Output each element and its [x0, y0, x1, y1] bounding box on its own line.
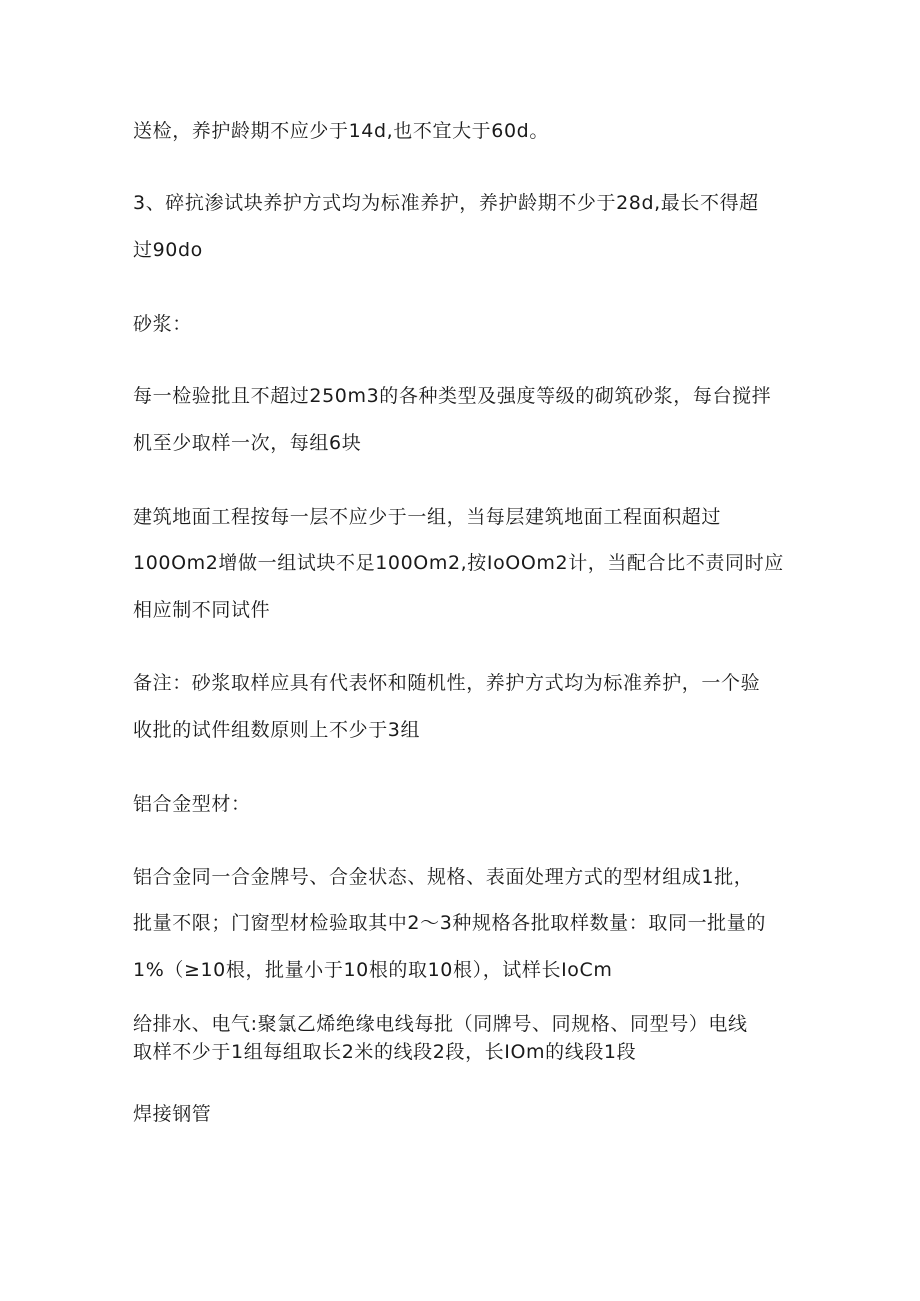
text-line: 送检，养护龄期不应少于14d,也不宜大于60d。	[133, 120, 549, 142]
text-line: 相应制不同试件	[133, 599, 271, 621]
section-heading: 焊接钢管	[133, 1103, 212, 1125]
text-line: 机至少取样一次，每组6块	[133, 432, 362, 454]
section-heading: 铝合金型材：	[133, 793, 251, 815]
text-line: 1%（≥10根，批量小于10根的取10根），试样长IoCm	[133, 959, 613, 981]
text-line: 取样不少于1组每组取长2米的线段2段，长IOm的线段1段	[133, 1041, 637, 1063]
text-line: 备注：砂浆取样应具有代表怀和随机性，养护方式均为标准养护，一个验	[133, 672, 761, 694]
text-line: 每一检验批且不超过250m3的各种类型及强度等级的砌筑砂浆，每台搅拌	[133, 385, 772, 407]
text-line: 100Om2增做一组试块不足100Om2,按IoOOm2计，当配合比不责同时应	[133, 552, 784, 574]
section-heading: 砂浆：	[133, 313, 192, 335]
text-line: 批量不限；门窗型材检验取其中2〜3种规格各批取样数量：取同一批量的	[133, 912, 766, 934]
text-line: 收批的试件组数原则上不少于3组	[133, 719, 421, 741]
text-line: 建筑地面工程按每一层不应少于一组，当每层建筑地面工程面积超过	[133, 506, 722, 528]
text-line: 给排水、电气:聚氯乙烯绝缘电线每批（同牌号、同规格、同型号）电线	[133, 1013, 748, 1035]
text-line: 3、碎抗渗试块养护方式均为标准养护，养护龄期不少于28d,最长不得超	[133, 192, 759, 214]
text-line: 过90do	[133, 239, 203, 261]
text-line: 铝合金同一合金牌号、合金状态、规格、表面处理方式的型材组成1批，	[133, 866, 754, 888]
